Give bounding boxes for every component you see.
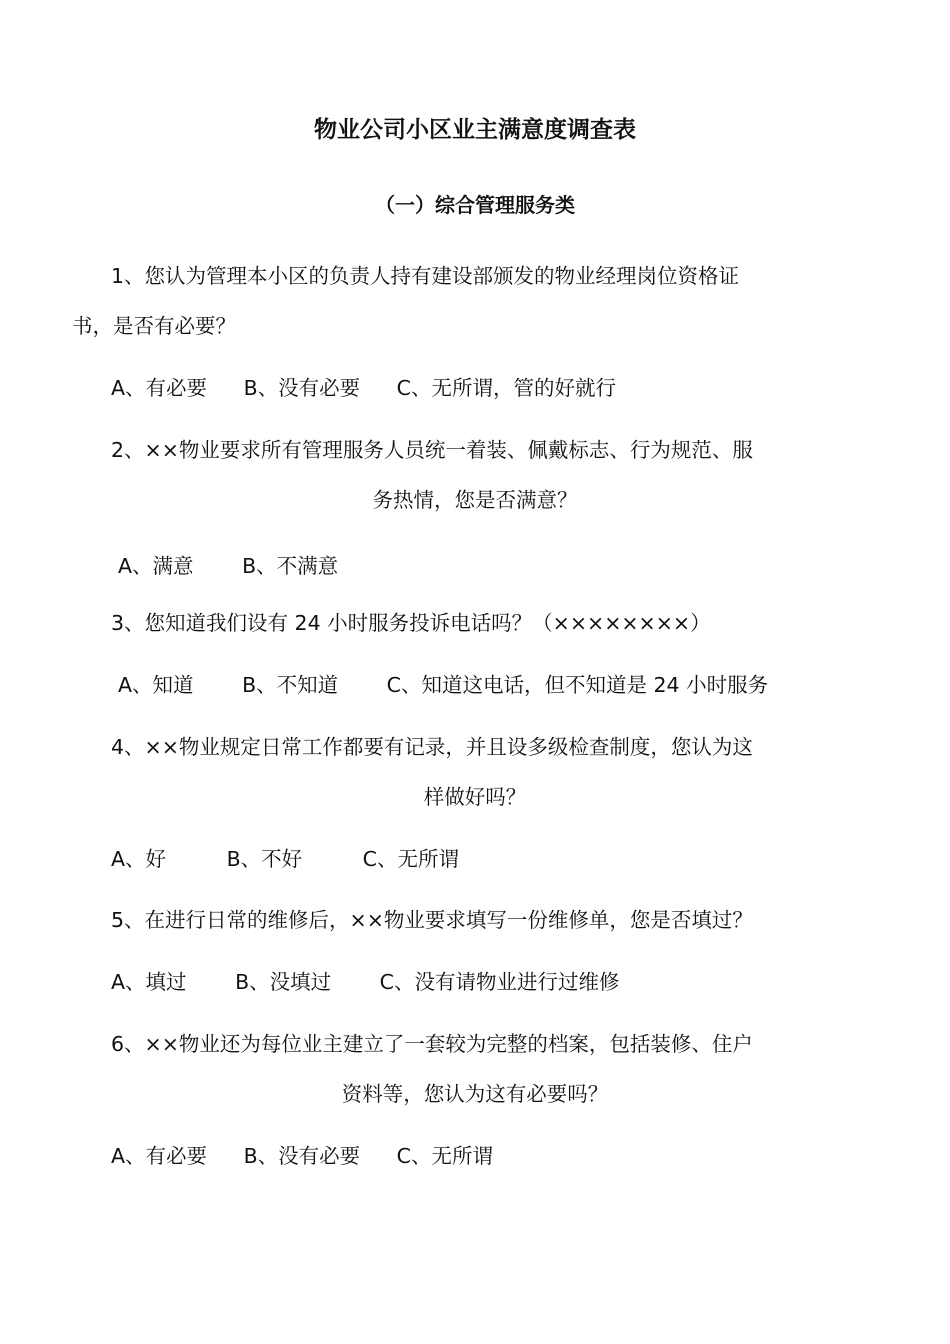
option-a: A、填过 — [111, 970, 187, 994]
question-2-options — [118, 549, 338, 583]
question-5-options — [111, 965, 620, 999]
question-4-options — [111, 842, 459, 876]
option-a: A、有必要 — [111, 376, 208, 400]
option-b: B、不知道 — [242, 673, 339, 697]
question-1-options — [111, 371, 616, 405]
question-3-text: 3、您知道我们设有 24 小时服务投诉电话吗？（××××××××） — [111, 611, 711, 635]
question-5-text: 5、在进行日常的维修后，××物业要求填写一份维修单，您是否填过？ — [111, 908, 753, 932]
option-c: C、无所谓 — [396, 1144, 493, 1168]
question-6-text-cont: 资料等，您认为这有必要吗？ — [341, 1082, 609, 1106]
option-c: C、知道这电话，但不知道是 24 小时服务 — [386, 673, 769, 697]
option-b: B、没有必要 — [243, 1144, 361, 1168]
option-b: B、没有必要 — [243, 376, 361, 400]
question-4-text-cont: 样做好吗？ — [423, 785, 527, 809]
question-3-options — [118, 668, 768, 702]
question-1-text: 1、您认为管理本小区的负责人持有建设部颁发的物业经理岗位资格证 — [111, 264, 740, 288]
option-a: A、知道 — [118, 673, 194, 697]
option-c: C、无所谓，管的好就行 — [396, 376, 616, 400]
document-title: 物业公司小区业主满意度调查表 — [314, 117, 636, 143]
option-a: A、满意 — [118, 554, 194, 578]
question-4-text: 4、××物业规定日常工作都要有记录，并且设多级检查制度，您认为这 — [111, 735, 753, 759]
question-2-text-cont: 务热情，您是否满意？ — [372, 488, 578, 512]
question-6-text: 6、××物业还为每位业主建立了一套较为完整的档案，包括装修、住户 — [111, 1032, 753, 1056]
option-b: B、不满意 — [242, 554, 339, 578]
option-a: A、有必要 — [111, 1144, 208, 1168]
question-2-text: 2、××物业要求所有管理服务人员统一着装、佩戴标志、行为规范、服 — [111, 438, 753, 462]
question-6-options — [111, 1139, 493, 1173]
option-b: B、没填过 — [235, 970, 332, 994]
option-b: B、不好 — [226, 847, 303, 871]
option-c: C、没有请物业进行过维修 — [379, 970, 620, 994]
option-c: C、无所谓 — [362, 847, 459, 871]
question-1-text-cont: 书，是否有必要？ — [72, 314, 236, 338]
section-title: （一）综合管理服务类 — [375, 193, 575, 217]
option-a: A、好 — [111, 847, 167, 871]
